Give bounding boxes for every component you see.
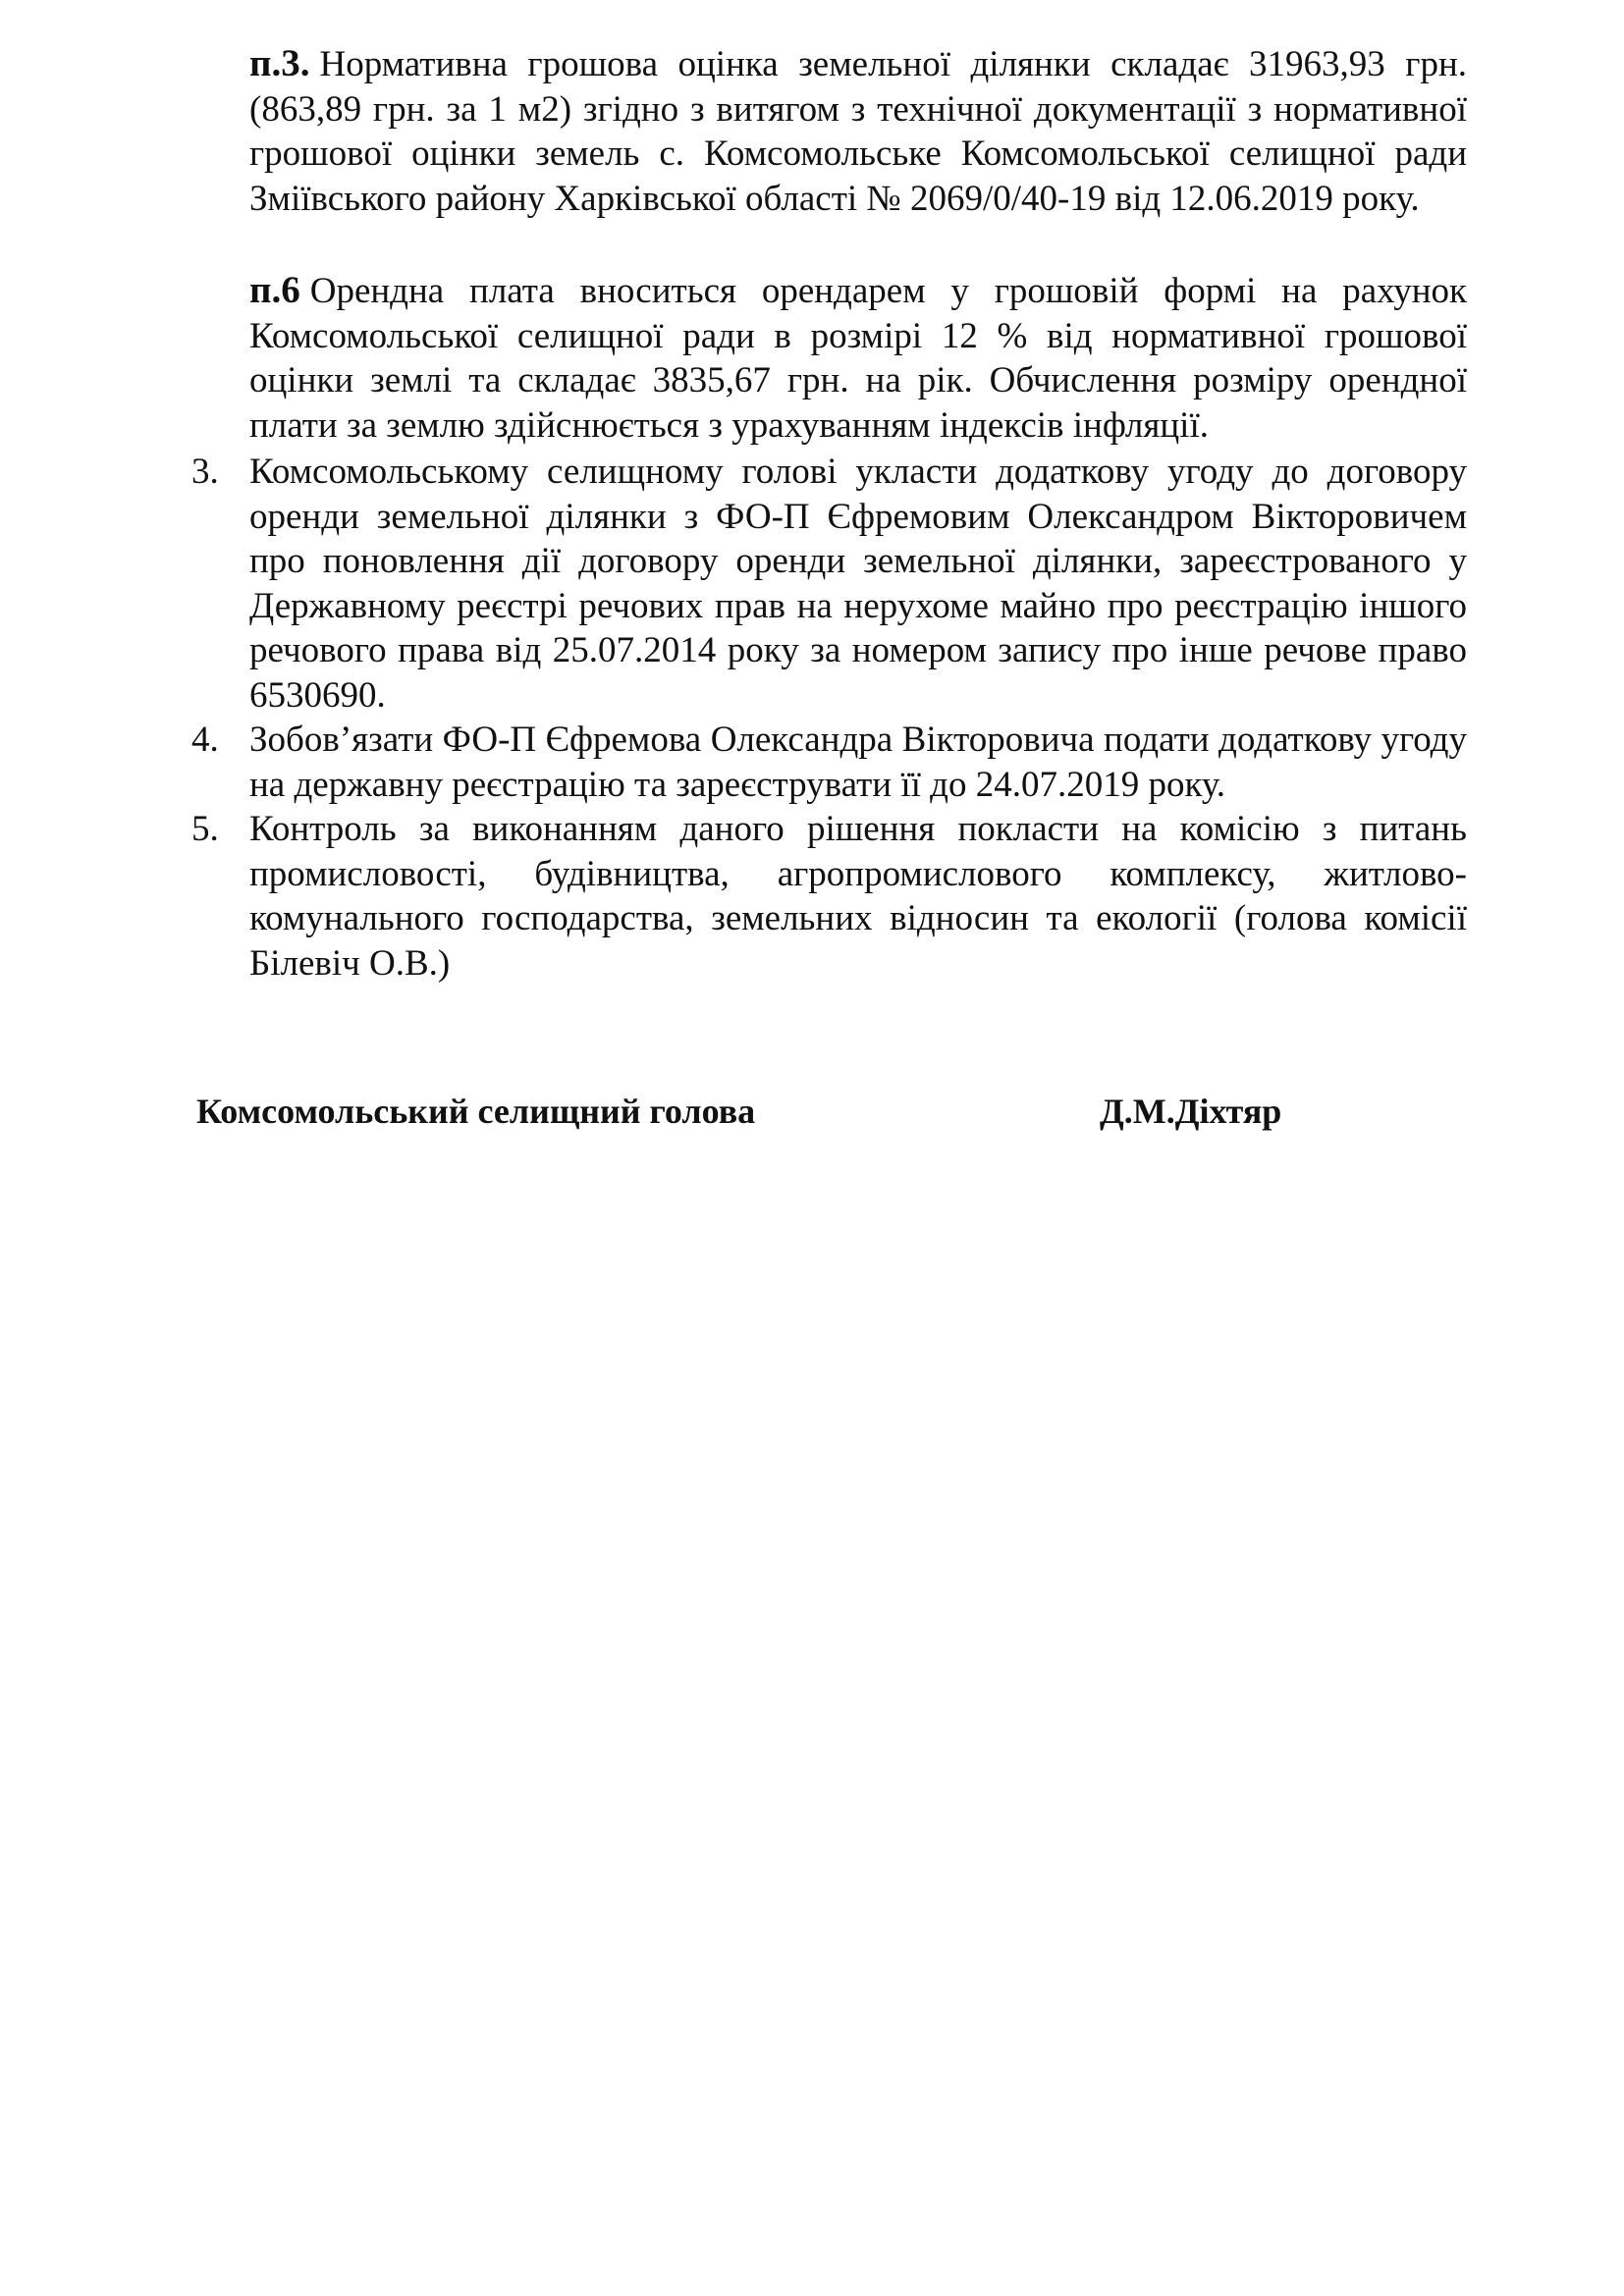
list-item [191, 450, 1467, 718]
signatory-name: Д.М.Діхтяр [1100, 1092, 1282, 1131]
clause-label: п.6 [249, 269, 300, 311]
paragraph-clause-3 [249, 41, 1467, 221]
list-item [191, 807, 1467, 986]
list-item [191, 718, 1467, 807]
list-item-number: 4. [191, 720, 219, 760]
signatory-title: Комсомольський селищний голова [196, 1092, 756, 1131]
paragraph-text: Орендна плата вноситься орендарем у грошовій формі на рахунок Комсомольської селищної ради в розмірі 12 % від нормативної грошової оцінки землі та складає 3835,67 грн. на рік. Обчислення розміру орендної плати за землю здійснюється з урахуванням індексів інфляції. [249, 271, 1467, 446]
list-item-text: Контроль за виконанням даного рішення покласти на комісію з питань промисловості, будівництва, агропромислового комплексу, житлово-комунального господарства, земельних відносин та екології (голова комісії Білевіч О.В.) [249, 809, 1467, 984]
list-item-number: 3. [191, 452, 219, 492]
list-item-text: Комсомольському селищному голові укласти додаткову угоду до договору оренди земельної ділянки з ФО-П Єфремовим Олександром Вікторовичем про поновлення дії договору оренди земельної ділянки, зареєстрованого у Державному реєстрі речових прав на нерухоме майно про реєстрацію іншого речового права від 25.07.2014 року за номером запису про інше речове право 6530690. [249, 452, 1467, 716]
clause-label: п.3. [249, 42, 310, 84]
list-item-text: Зобов’язати ФО-П Єфремова Олександра Вікторовича подати додаткову угоду на державну реєстрацію та зареєструвати її до 24.07.2019 року. [249, 720, 1467, 805]
list-item-number: 5. [191, 809, 219, 849]
paragraph-clause-6 [249, 268, 1467, 448]
paragraph-text: Нормативна грошова оцінка земельної ділянки складає 31963,93 грн. (863,89 грн. за 1 м2) згідно з витягом з технічної документації з нормативної грошової оцінки земель с. Комсомольське Комсомольської селищної ради Зміївського району Харківської області № 2069/0/40-19 від 12.06.2019 року. [249, 44, 1467, 219]
numbered-list [191, 450, 1467, 986]
